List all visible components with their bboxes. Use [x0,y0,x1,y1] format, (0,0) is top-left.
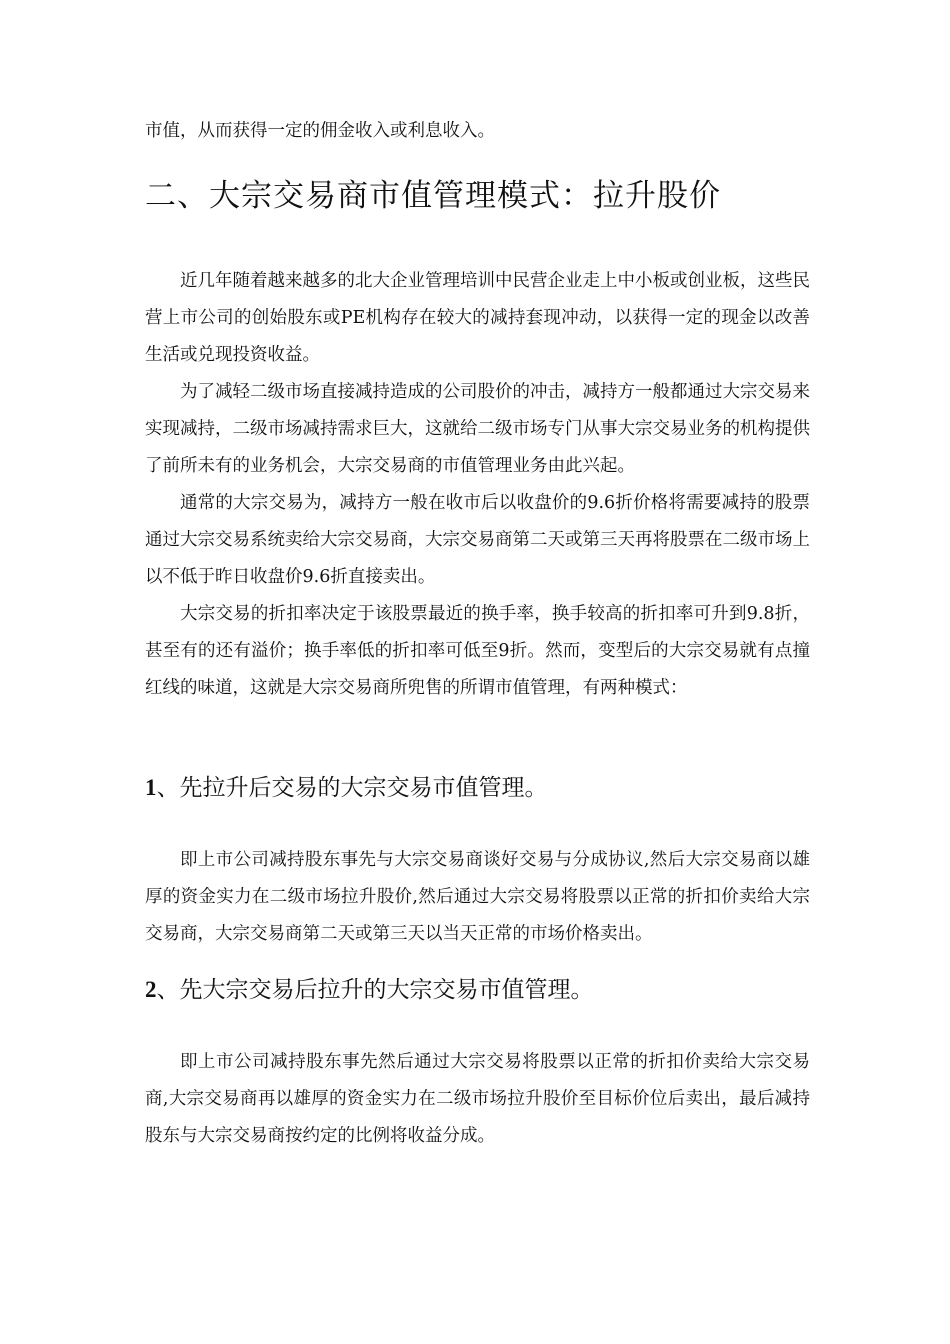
subsection-2-body [145,1044,810,1155]
paragraph-4: 大宗交易的折扣率决定于该股票最近的换手率，换手较高的折扣率可升到9.8折，甚至有的还有溢价；换手率低的折扣率可低至9折。然而，变型后的大宗交易就有点撞红线的味道，这就是大宗交易商所兜售的所谓市值管理，有两种模式： [145,604,810,698]
subsection-2-heading [145,974,810,1006]
section-heading-block [145,176,810,216]
paragraph-3: 通常的大宗交易为，减持方一般在收市后以收盘价的9.6折价格将需要减持的股票通过大宗交易系统卖给大宗交易商，大宗交易商第二天或第三天再将股票在二级市场上以不低于昨日收盘价9.6折直接卖出。 [145,493,810,587]
subsection-1-body [145,842,810,953]
subsection-1-heading [145,772,810,804]
subsection-1-title [145,772,810,804]
subsection-1-title-text: 、先拉升后交易的大宗交易市值管理。 [156,775,548,801]
lead-in-block [145,113,810,150]
subsection-2-title-text: 、先大宗交易后拉升的大宗交易市值管理。 [156,977,594,1003]
subsection-2-number: 2 [145,977,157,1002]
lead-in-paragraph: 市值，从而获得一定的佣金收入或利息收入。 [145,121,495,141]
paragraph-1: 近几年随着越来越多的北大企业管理培训中民营企业走上中小板或创业板，这些民营上市公司的创始股东或PE机构存在较大的减持套现冲动，以获得一定的现金以改善生活或兑现投资收益。 [145,271,810,365]
section-title: 二、大宗交易商市值管理模式：拉升股价 [145,178,721,214]
subsection-2-title [145,974,810,1006]
subsection-2-paragraph: 即上市公司减持股东事先然后通过大宗交易将股票以正常的折扣价卖给大宗交易商,大宗交易商再以雄厚的资金实力在二级市场拉升股价至目标价位后卖出，最后减持股东与大宗交易商按约定的比例将收益分成。 [145,1052,810,1146]
paragraph-2: 为了减轻二级市场直接减持造成的公司股价的冲击，减持方一般都通过大宗交易来实现减持，二级市场减持需求巨大，这就给二级市场专门从事大宗交易业务的机构提供了前所未有的业务机会，大宗交易商的市值管理业务由此兴起。 [145,382,810,476]
body-paragraphs [145,263,810,707]
subsection-1-paragraph: 即上市公司减持股东事先与大宗交易商谈好交易与分成协议,然后大宗交易商以雄厚的资金实力在二级市场拉升股价,然后通过大宗交易将股票以正常的折扣价卖给大宗交易商，大宗交易商第二天或第三天以当天正常的市场价格卖出。 [145,850,810,944]
subsection-1-number: 1 [145,775,157,800]
